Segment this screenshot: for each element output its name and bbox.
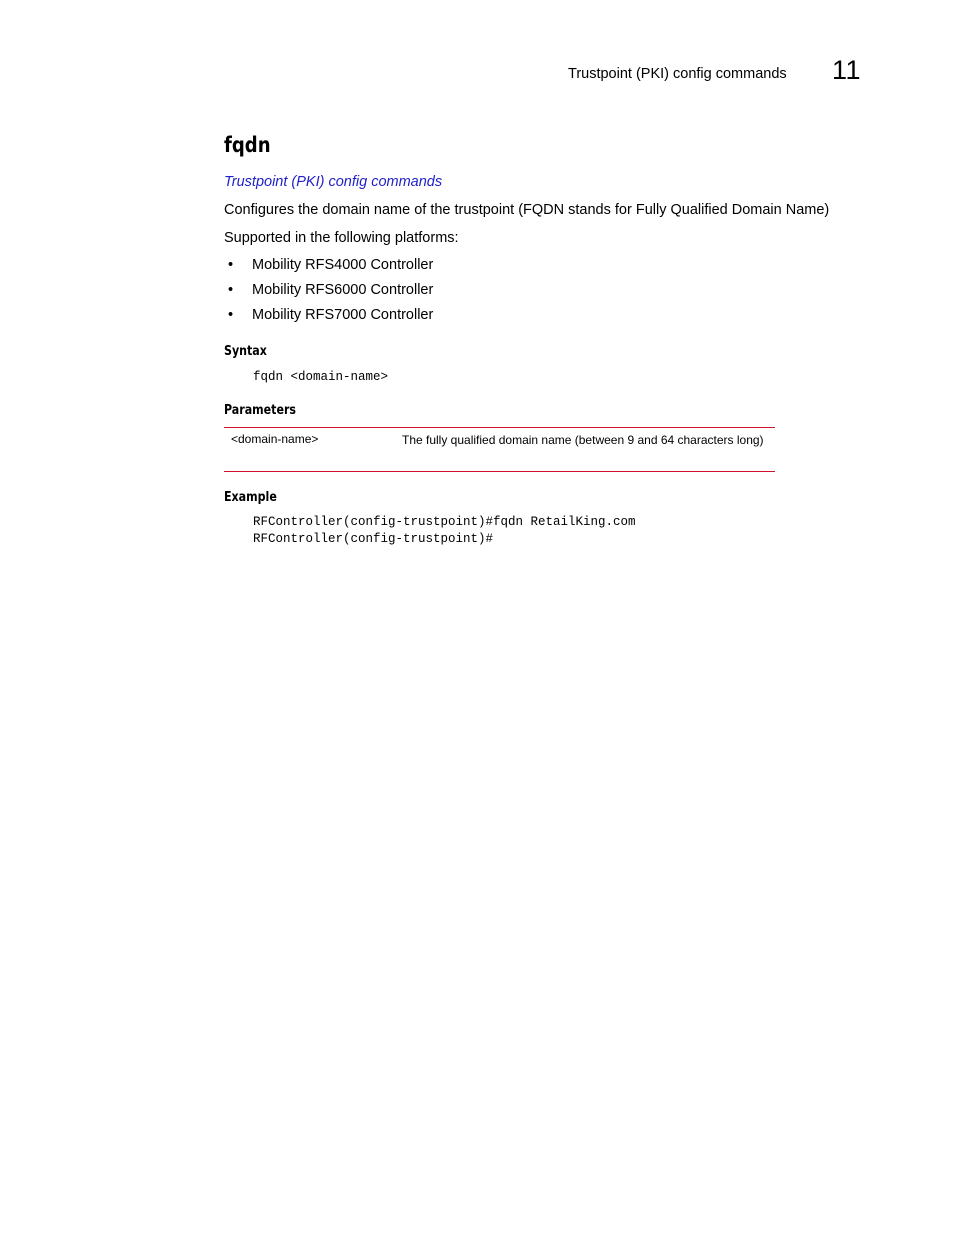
platforms-intro: Supported in the following platforms: <box>224 230 459 246</box>
parameters-heading: Parameters <box>224 403 296 418</box>
bullet-icon: • <box>228 257 234 273</box>
command-description: Configures the domain name of the trustpoint (FQDN stands for Fully Qualified Domain Name) <box>224 202 830 218</box>
chapter-number: 11 <box>832 55 862 85</box>
example-line: RFController(config-trustpoint)#fqdn RetailKing.com <box>253 515 636 529</box>
list-item <box>224 257 433 282</box>
crossref-link[interactable]: Trustpoint (PKI) config commands <box>224 174 443 190</box>
example-line: RFController(config-trustpoint)# <box>253 532 494 546</box>
bullet-icon: • <box>228 307 234 323</box>
platform-name: Mobility RFS6000 Controller <box>252 282 434 298</box>
list-item <box>224 282 433 307</box>
parameter-description: The fully qualified domain name (between 9 and 64 characters long) <box>402 433 764 447</box>
syntax-command: fqdn <domain-name> <box>253 370 389 384</box>
example-heading: Example <box>224 490 277 505</box>
running-header-title: Trustpoint (PKI) config commands <box>568 66 787 82</box>
bullet-icon: • <box>228 282 234 298</box>
platform-name: Mobility RFS7000 Controller <box>252 307 434 323</box>
list-item <box>224 307 433 332</box>
platform-list <box>224 257 433 332</box>
parameters-table <box>224 427 775 472</box>
syntax-heading: Syntax <box>224 344 267 359</box>
page-title: fqdn <box>224 133 271 157</box>
parameter-name: <domain-name> <box>231 432 319 446</box>
platform-name: Mobility RFS4000 Controller <box>252 257 434 273</box>
